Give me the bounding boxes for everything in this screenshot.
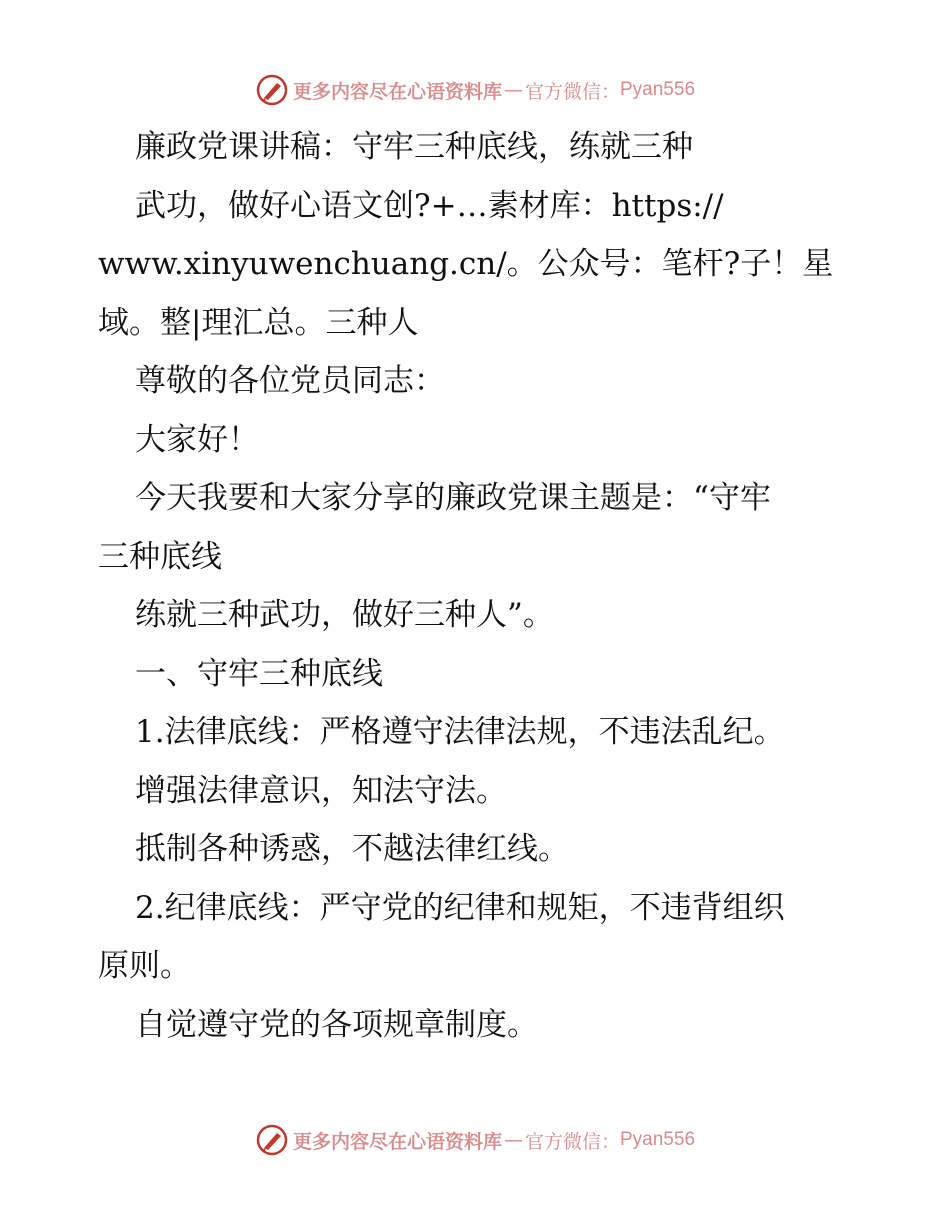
text-line: 廉政党课讲稿：守牢三种底线，练就三种 bbox=[135, 129, 693, 165]
document-body bbox=[98, 118, 858, 1054]
text-line: 增强法律意识，知法守法。 bbox=[135, 772, 507, 809]
text-line: 原则。 bbox=[98, 948, 191, 984]
text-line: 尊敬的各位党员同志： bbox=[135, 363, 445, 399]
text-line: 大家好！ bbox=[135, 421, 259, 458]
text-line: 一、守牢三种底线 bbox=[135, 655, 383, 692]
watermark-separator: — bbox=[503, 1129, 523, 1151]
text-line: 练就三种武功，做好三种人”。 bbox=[135, 597, 554, 633]
watermark-brand-text: 更多内容尽在心语资料库 bbox=[292, 1130, 502, 1153]
text-line: 自觉遵守党的各项规章制度。 bbox=[135, 1006, 538, 1043]
text-line: 域。整|理汇总。三种人 bbox=[98, 304, 419, 341]
watermark-wechat-label: 官方微信： bbox=[524, 1130, 620, 1153]
watermark-brand-text: 更多内容尽在心语资料库 bbox=[292, 80, 502, 103]
watermark-wechat-label: 官方微信： bbox=[524, 80, 620, 103]
footer-watermark bbox=[0, 1120, 950, 1160]
watermark-wechat-id: Pyan556 bbox=[620, 1129, 696, 1150]
watermark-wechat-id: Pyan556 bbox=[620, 79, 696, 100]
text-line: 抵制各种诱惑，不越法律红线。 bbox=[135, 831, 569, 867]
text-line: 今天我要和大家分享的廉政党课主题是：“守牢 bbox=[135, 480, 771, 516]
pen-logo-icon bbox=[255, 1123, 289, 1157]
text-line: 2.纪律底线：严守党的纪律和规矩，不违背组织 bbox=[135, 889, 785, 926]
pen-logo-icon bbox=[255, 73, 289, 107]
header-watermark bbox=[0, 70, 950, 110]
text-line: 1.法律底线：严格遵守法律法规，不违法乱纪。 bbox=[135, 714, 785, 750]
watermark-separator: — bbox=[503, 79, 523, 101]
text-line: 三种底线 bbox=[98, 538, 222, 575]
text-line: 武功，做好心语文创?+…素材库：https:// bbox=[135, 187, 724, 224]
text-line: www.xinyuwenchuang.cn/。公众号：笔杆?子！星 bbox=[98, 246, 834, 282]
